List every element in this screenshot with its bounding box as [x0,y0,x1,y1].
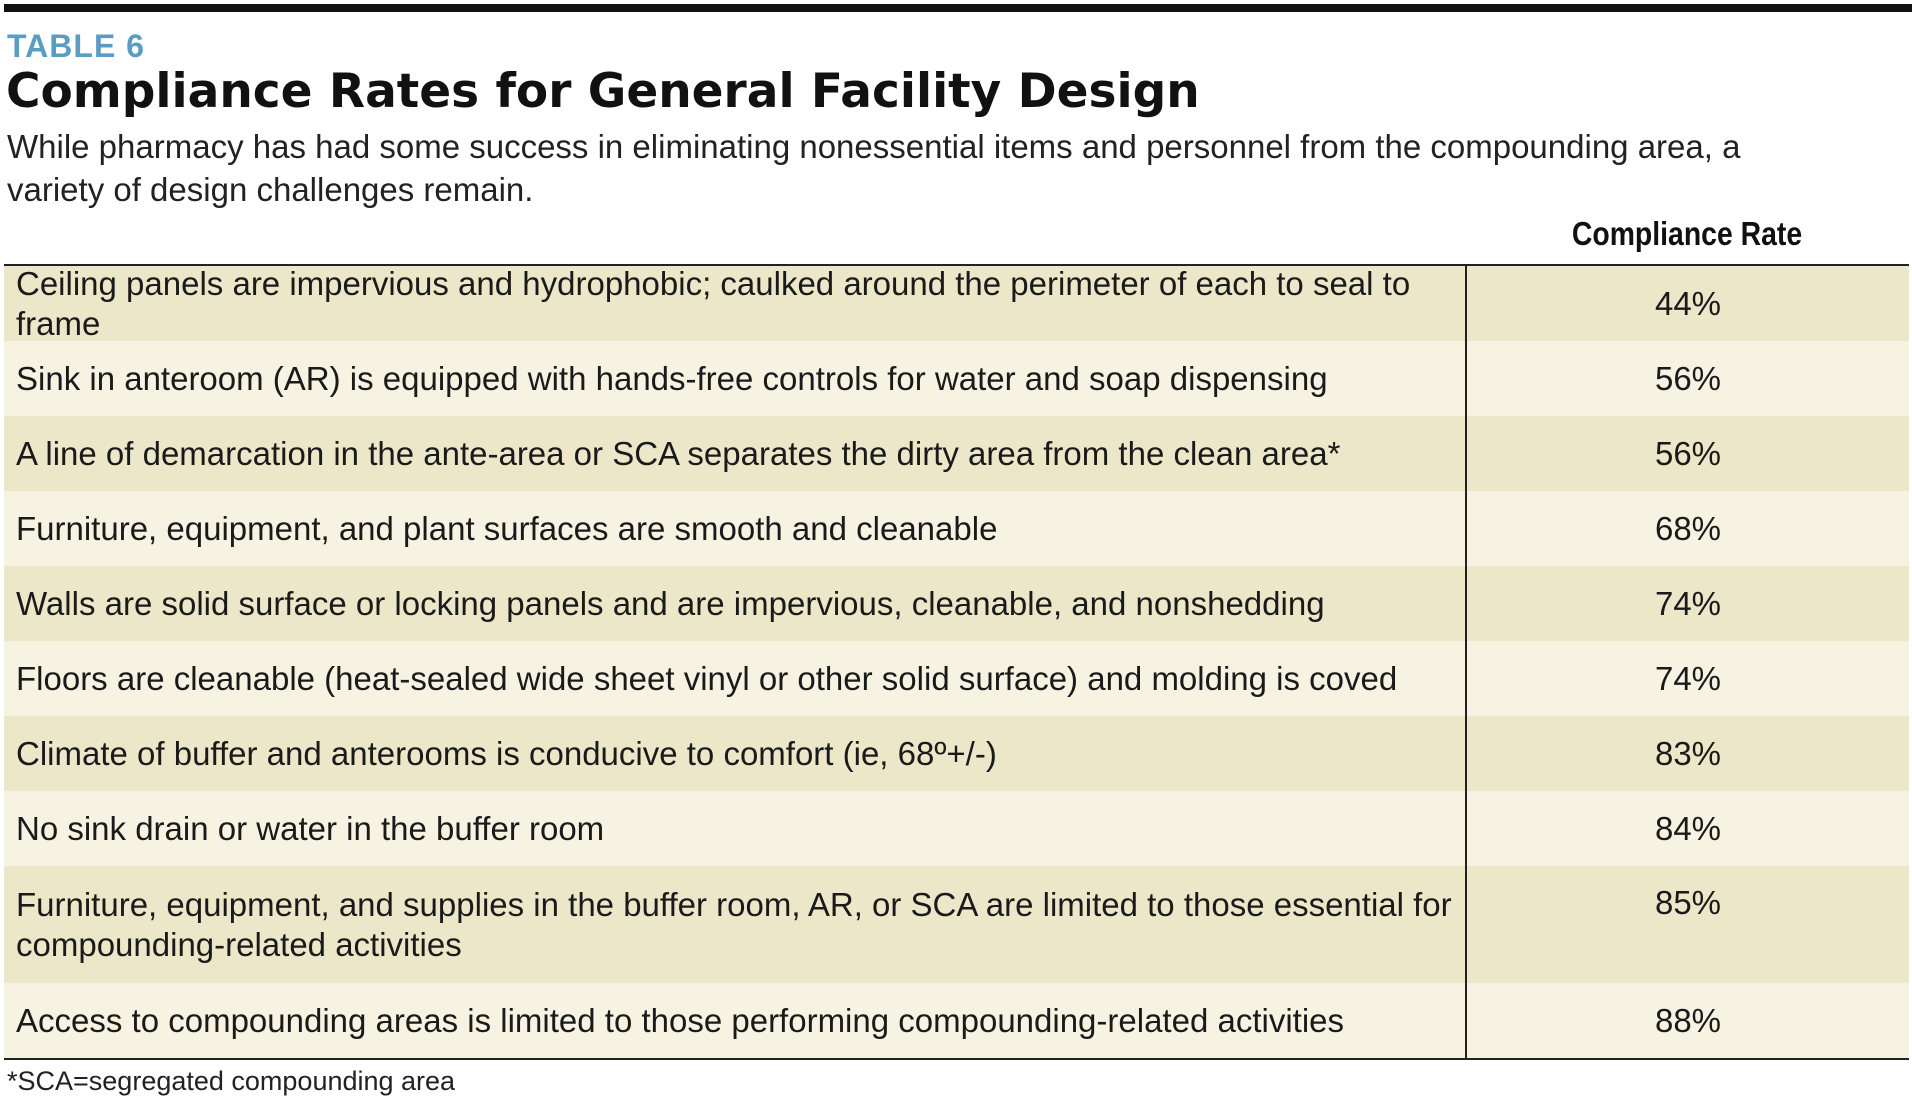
table-row [4,791,1909,866]
row-value: 74% [1465,641,1909,716]
row-value: 83% [1465,716,1909,791]
row-label: Access to compounding areas is limited to those performing compounding-related activities [16,1001,1345,1039]
row-value: 88% [1465,983,1909,1058]
table-subtitle: While pharmacy has had some success in eliminating nonessential items and personnel from the compounding area, a variety of design challenges remain. [7,128,1741,208]
table-row [4,491,1909,566]
table-title: Compliance Rates for General Facility Design [6,64,1200,119]
row-label: A line of demarcation in the ante-area or SCA separates the dirty area from the clean area* [16,434,1341,472]
row-value: 44% [1465,266,1909,341]
row-label: Climate of buffer and anterooms is conducive to comfort (ie, 68º+/-) [16,734,997,772]
row-label: Sink in anteroom (AR) is equipped with hands-free controls for water and soap dispensing [16,359,1328,397]
row-label: Walls are solid surface or locking panels and are impervious, cleanable, and nonshedding [16,584,1325,622]
row-value: 84% [1465,791,1909,866]
compliance-table [4,264,1909,1060]
table-row [4,716,1909,791]
row-label: Ceiling panels are impervious and hydrophobic; caulked around the perimeter of each to seal to frame [16,264,1411,342]
table-row [4,983,1909,1058]
table-row [4,341,1909,416]
top-rule [4,4,1912,12]
column-header-compliance-rate: Compliance Rate [1571,215,1803,252]
row-label: Floors are cleanable (heat-sealed wide sheet vinyl or other solid surface) and molding is coved [16,659,1398,697]
table-footnote: *SCA=segregated compounding area [7,1066,456,1096]
row-value: 56% [1465,341,1909,416]
row-value: 56% [1465,416,1909,491]
table-row [4,566,1909,641]
table-number-label: TABLE 6 [7,28,145,64]
row-label: Furniture, equipment, and plant surfaces are smooth and cleanable [16,509,998,547]
row-value: 68% [1465,491,1909,566]
row-value: 74% [1465,566,1909,641]
row-label: No sink drain or water in the buffer room [16,809,605,847]
table-row [4,641,1909,716]
table-row [4,866,1909,983]
row-value: 85% [1465,866,1909,983]
row-label: Furniture, equipment, and supplies in the buffer room, AR, or SCA are limited to those essential for compounding-related activities [16,885,1452,963]
table-row [4,416,1909,491]
table-row [4,266,1909,341]
